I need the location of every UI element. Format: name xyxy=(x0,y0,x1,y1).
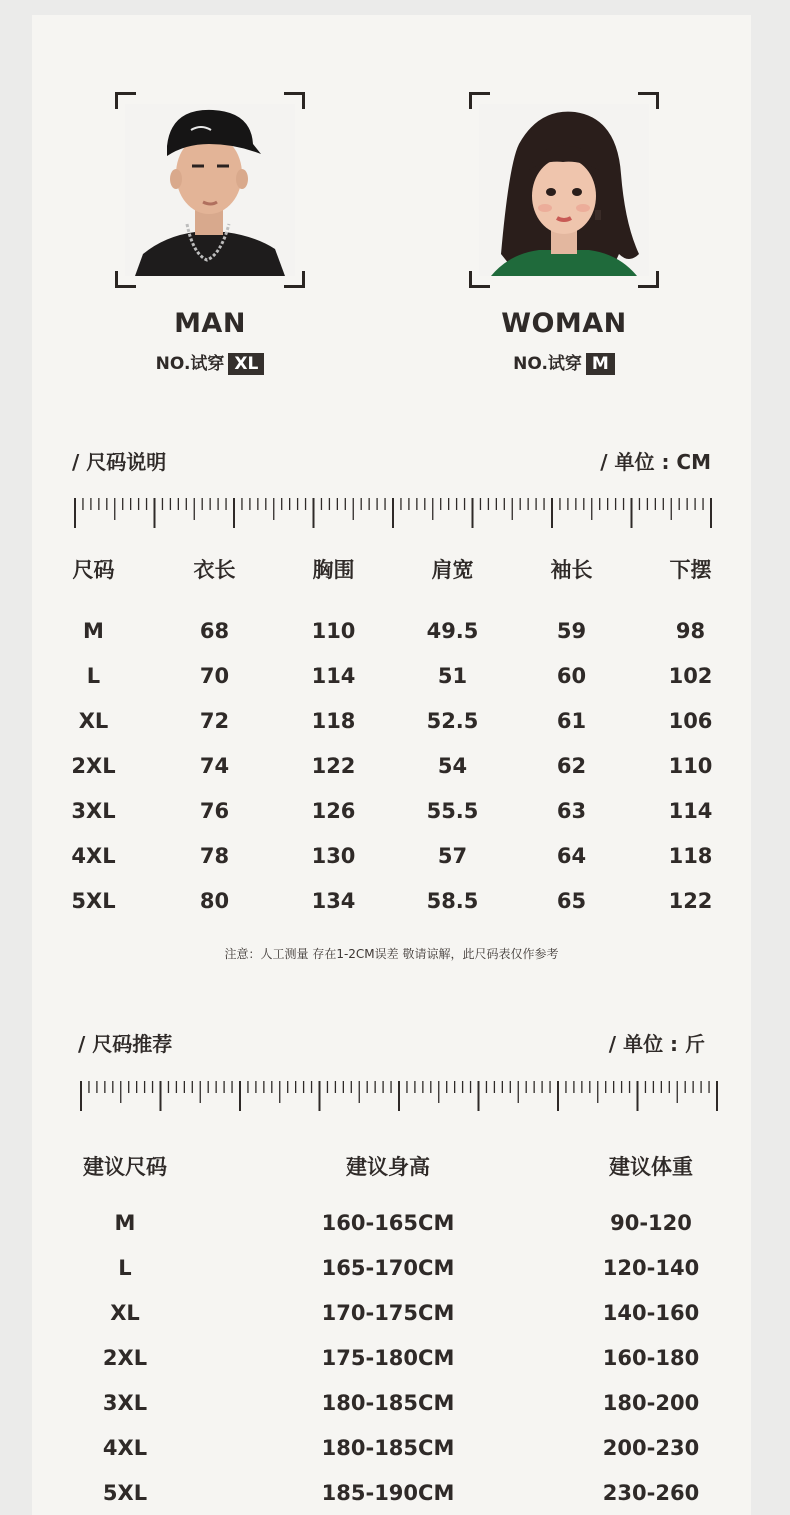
table-cell: 175-180CM xyxy=(321,1346,455,1370)
header-cell: 衣长 xyxy=(193,558,236,582)
fit-size-line xyxy=(100,349,320,375)
recommend-table-header-row xyxy=(32,1151,751,1181)
table-cell: 74 xyxy=(199,754,230,778)
size-table-unit: / 单位 : CM xyxy=(600,450,711,474)
table-cell: 78 xyxy=(199,844,230,868)
table-row xyxy=(32,1481,751,1505)
table-row xyxy=(32,1301,751,1325)
header-cell: 胸围 xyxy=(312,558,355,582)
header-cell: 肩宽 xyxy=(431,558,474,582)
table-cell: 4XL xyxy=(102,1436,148,1460)
table-cell: 106 xyxy=(668,709,713,733)
table-cell: 114 xyxy=(668,799,713,823)
table-cell: 80 xyxy=(199,889,230,913)
ruler-divider xyxy=(80,1079,718,1113)
table-cell: 52.5 xyxy=(426,709,479,733)
table-cell: 5XL xyxy=(71,889,116,913)
table-row xyxy=(32,1436,751,1460)
table-cell: 180-185CM xyxy=(321,1391,455,1415)
table-cell: 58.5 xyxy=(426,889,479,913)
table-cell: 54 xyxy=(437,754,468,778)
fit-size-line xyxy=(454,349,674,375)
table-row xyxy=(32,1211,751,1235)
header-cell: 建议体重 xyxy=(609,1155,693,1179)
table-cell: XL xyxy=(110,1301,140,1325)
woman-photo-frame xyxy=(469,92,659,288)
fit-label: NO.试穿 xyxy=(155,354,225,374)
table-row xyxy=(32,844,751,868)
table-cell: 5XL xyxy=(102,1481,148,1505)
table-cell: 76 xyxy=(199,799,230,823)
ruler-divider xyxy=(74,496,712,530)
table-cell: 62 xyxy=(556,754,587,778)
recommend-table-unit: / 单位 : 斤 xyxy=(608,1032,705,1056)
table-cell: 114 xyxy=(311,664,356,688)
size-table-title: / 尺码说明 xyxy=(72,450,167,474)
table-cell: 90-120 xyxy=(610,1211,692,1235)
table-cell: 65 xyxy=(556,889,587,913)
table-cell: 185-190CM xyxy=(321,1481,455,1505)
table-row xyxy=(32,799,751,823)
table-cell: 2XL xyxy=(102,1346,148,1370)
table-cell: 102 xyxy=(668,664,713,688)
table-cell: 3XL xyxy=(71,799,116,823)
header-cell: 尺码 xyxy=(72,558,115,582)
table-cell: 72 xyxy=(199,709,230,733)
table-cell: 110 xyxy=(311,619,356,643)
table-cell: 134 xyxy=(311,889,356,913)
header-cell: 建议身高 xyxy=(346,1155,430,1179)
table-cell: 3XL xyxy=(102,1391,148,1415)
header-cell: 下摆 xyxy=(669,558,712,582)
table-cell: 2XL xyxy=(71,754,116,778)
table-row xyxy=(32,889,751,913)
table-cell: 59 xyxy=(556,619,587,643)
fit-label: NO.试穿 xyxy=(513,354,582,374)
table-cell: 165-170CM xyxy=(321,1256,455,1280)
table-cell: 160-165CM xyxy=(321,1211,455,1235)
table-row xyxy=(32,754,751,778)
table-cell: XL xyxy=(78,709,109,733)
table-cell: 200-230 xyxy=(602,1436,700,1460)
header-cell: 建议尺码 xyxy=(83,1155,167,1179)
table-cell: 130 xyxy=(311,844,356,868)
table-row xyxy=(32,1346,751,1370)
table-cell: 49.5 xyxy=(426,619,479,643)
table-cell: L xyxy=(86,664,101,688)
table-row xyxy=(32,709,751,733)
fit-size-badge: XL xyxy=(228,353,264,375)
table-cell: 110 xyxy=(668,754,713,778)
fit-size-badge: M xyxy=(586,353,615,375)
table-cell: 60 xyxy=(556,664,587,688)
table-cell: 126 xyxy=(311,799,356,823)
model-title: MAN xyxy=(174,308,246,339)
table-cell: 63 xyxy=(556,799,587,823)
model-title: WOMAN xyxy=(501,308,627,339)
table-cell: L xyxy=(118,1256,132,1280)
table-cell: 140-160 xyxy=(602,1301,700,1325)
table-row xyxy=(32,664,751,688)
table-cell: 118 xyxy=(311,709,356,733)
table-row xyxy=(32,1256,751,1280)
table-row xyxy=(32,619,751,643)
table-cell: 122 xyxy=(311,754,356,778)
header-cell: 袖长 xyxy=(550,558,593,582)
man-photo-frame xyxy=(115,92,305,288)
man-model-photo xyxy=(125,104,295,276)
table-cell: 120-140 xyxy=(602,1256,700,1280)
table-cell: 230-260 xyxy=(602,1481,700,1505)
table-cell: 4XL xyxy=(71,844,116,868)
table-cell: 180-185CM xyxy=(321,1436,455,1460)
table-cell: 64 xyxy=(556,844,587,868)
recommend-table-title: / 尺码推荐 xyxy=(78,1032,173,1056)
table-cell: 160-180 xyxy=(602,1346,700,1370)
table-cell: 118 xyxy=(668,844,713,868)
table-cell: 57 xyxy=(437,844,468,868)
table-cell: 122 xyxy=(668,889,713,913)
table-cell: 68 xyxy=(199,619,230,643)
table-cell: 180-200 xyxy=(602,1391,700,1415)
table-cell: M xyxy=(83,619,104,643)
size-table-header-row xyxy=(32,554,751,584)
model-man xyxy=(100,92,320,375)
table-cell: 55.5 xyxy=(426,799,479,823)
table-cell: 70 xyxy=(199,664,230,688)
table-row xyxy=(32,1391,751,1415)
woman-model-photo xyxy=(479,104,649,276)
size-chart-card xyxy=(32,15,751,1515)
model-woman xyxy=(454,92,674,375)
table-cell: 98 xyxy=(675,619,706,643)
table-cell: 51 xyxy=(437,664,468,688)
table-cell: M xyxy=(114,1211,136,1235)
table-cell: 61 xyxy=(556,709,587,733)
measurement-note: 注意：人工测量 存在1-2CM误差 敬请谅解，此尺码表仅作参考 xyxy=(224,947,559,961)
table-cell: 170-175CM xyxy=(321,1301,455,1325)
